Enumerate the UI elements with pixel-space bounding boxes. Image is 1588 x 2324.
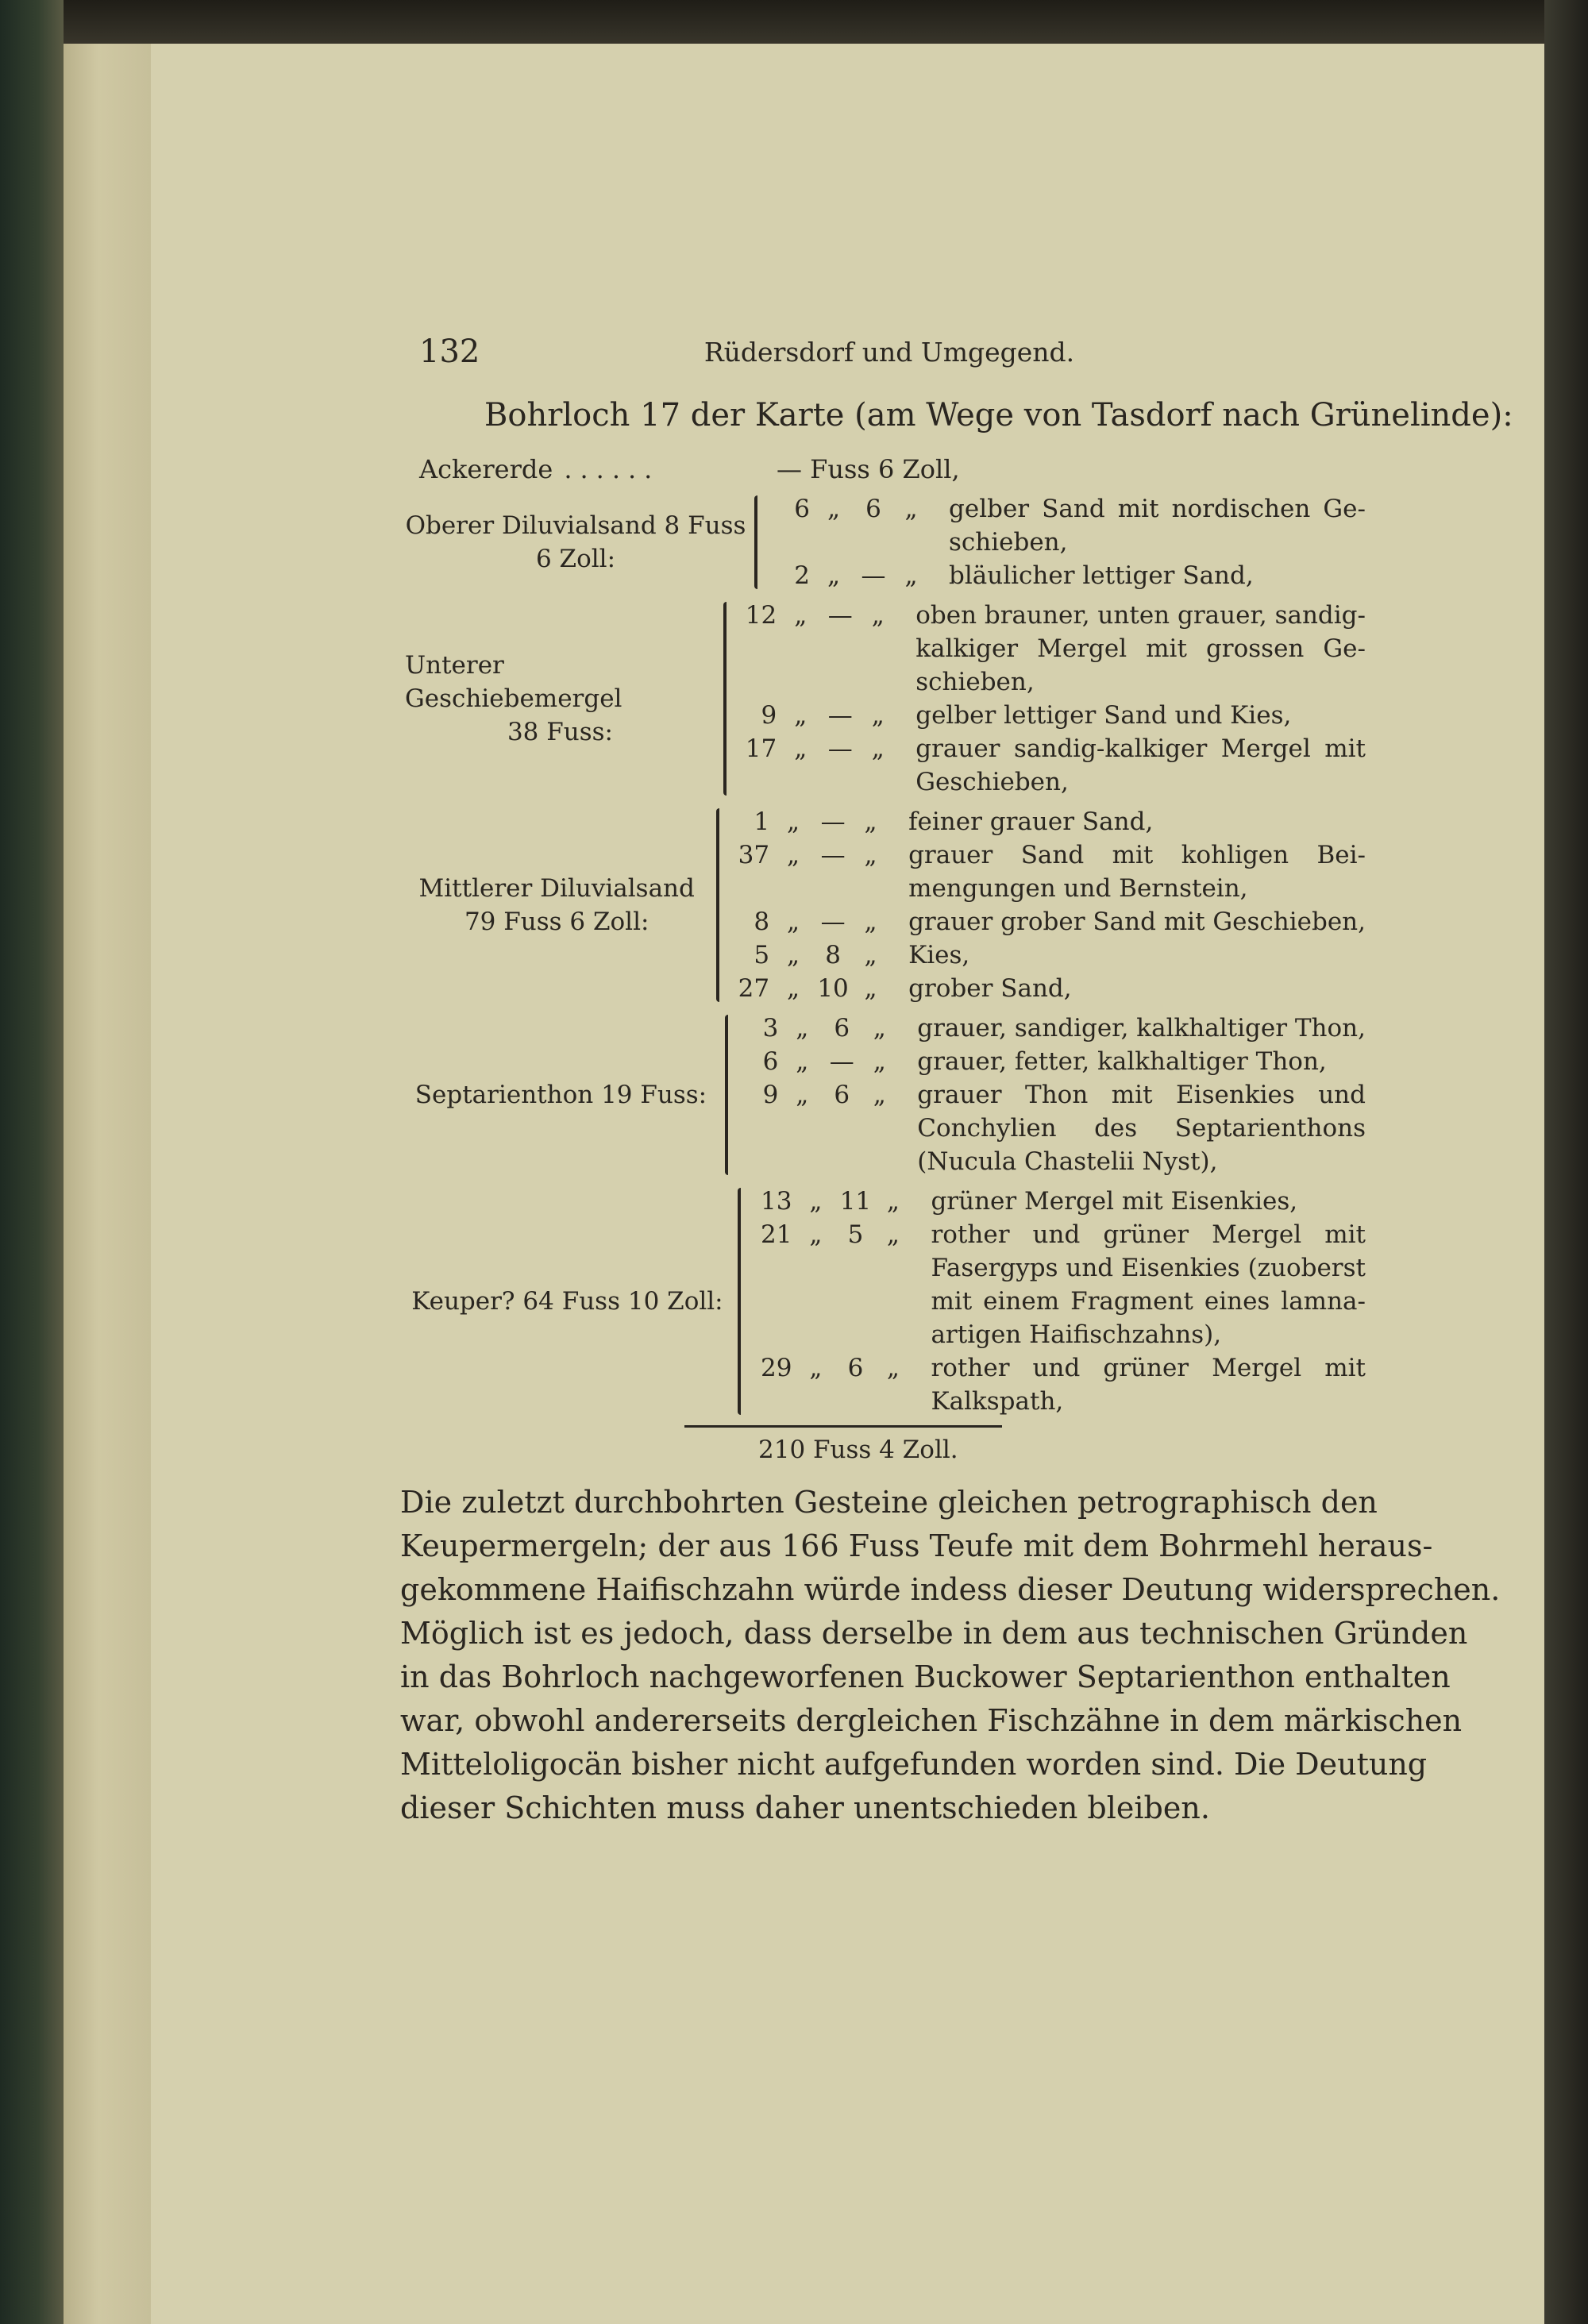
ditto-mark: „: [871, 701, 885, 730]
layer-group: [405, 1012, 1366, 1178]
ditto-mark: „: [787, 841, 800, 869]
paragraph-line: gekommene Haifischzahn würde indess dieser Deutung widersprechen.: [400, 1572, 1501, 1607]
group-label-line: 6 Zoll:: [535, 545, 616, 573]
ditto-mark: „: [787, 807, 800, 836]
thickness-fuss: 5: [754, 941, 770, 969]
layer-description: [908, 805, 1366, 838]
ditto-mark: „: [796, 1014, 809, 1043]
layer-description: [931, 1218, 1366, 1351]
group-label-line: 38 Fuss:: [507, 718, 613, 746]
thickness-zoll: 5: [847, 1220, 864, 1249]
ditto-mark: „: [787, 974, 800, 1003]
layer-description: [917, 1045, 1366, 1078]
thickness-fuss: 8: [754, 908, 770, 936]
description-line: artigen Haifischzahns),: [931, 1320, 1222, 1349]
thickness-fuss: 3: [762, 1014, 779, 1043]
description-line: grober Sand,: [908, 974, 1072, 1003]
layer-entry: [730, 805, 1366, 838]
group-label-line: 79 Fuss 6 Zoll:: [464, 908, 649, 936]
group-label: [405, 599, 715, 799]
thickness-fuss: 37: [738, 841, 770, 869]
thickness-zoll: 10: [817, 974, 849, 1003]
group-entries: [738, 1012, 1366, 1178]
ditto-mark: „: [886, 1354, 900, 1382]
ditto-mark: „: [864, 841, 877, 869]
thickness-zoll: 6: [834, 1014, 850, 1043]
ditto-mark: „: [904, 561, 918, 590]
layer-description: [908, 972, 1366, 1005]
description-line: grauer Sand mit kohligen Bei-: [908, 841, 1366, 869]
brace-icon: [730, 1185, 753, 1418]
thickness-fuss: 6: [794, 495, 810, 523]
ditto-mark: „: [809, 1220, 823, 1249]
page-number: 132: [419, 333, 480, 370]
description-line: schieben,: [915, 668, 1035, 696]
layer-entry: [752, 1185, 1366, 1218]
ditto-mark: „: [787, 908, 800, 936]
description-line: gelber lettiger Sand und Kies,: [915, 701, 1292, 730]
description-line: Conchylien des Septarienthons: [917, 1114, 1366, 1143]
thickness-fuss: 9: [761, 701, 777, 730]
group-label: [405, 1012, 717, 1178]
layer-entry: [738, 1045, 1366, 1078]
layer-description: [908, 905, 1366, 938]
thickness-fuss: 9: [762, 1081, 779, 1109]
thickness-zoll: —: [820, 841, 846, 869]
layer-entry: [752, 1351, 1366, 1418]
layer-description: [915, 699, 1366, 732]
description-line: rother und grüner Mergel mit: [931, 1220, 1366, 1249]
layer-group: [405, 805, 1366, 1005]
layer-description: [917, 1012, 1366, 1045]
paragraph-line: dieser Schichten muss daher unentschieden bleiben.: [400, 1790, 1210, 1825]
brace-icon: [717, 1012, 738, 1178]
ditto-mark: „: [794, 734, 807, 763]
layer-entry: [730, 938, 1366, 972]
layer-entry: [770, 492, 1366, 559]
brace-icon: [746, 492, 770, 592]
leader-dots: ......: [564, 454, 661, 484]
brace-icon: [708, 805, 730, 1005]
group-entries: [737, 599, 1366, 799]
group-label: [405, 1185, 730, 1418]
thickness-zoll: —: [829, 1047, 854, 1076]
ditto-mark: „: [864, 941, 877, 969]
thickness-fuss: 29: [760, 1354, 792, 1382]
layer-description: [915, 732, 1366, 799]
layer-description: [908, 838, 1366, 905]
paragraph-line: Keupermergeln; der aus 166 Fuss Teufe mit dem Bohrmehl heraus-: [400, 1528, 1433, 1563]
description-line: Kies,: [908, 941, 970, 969]
ackererde-label: Ackererde: [419, 454, 553, 484]
description-line: mengungen und Bernstein,: [908, 874, 1248, 903]
body-paragraph: [400, 1481, 1501, 1830]
thickness-zoll: —: [827, 601, 853, 630]
ackererde-value: — Fuss 6 Zoll,: [777, 454, 960, 484]
description-line: rother und grüner Mergel mit: [931, 1354, 1366, 1382]
thickness-fuss: 2: [794, 561, 810, 590]
layer-entry: [737, 599, 1366, 699]
thickness-fuss: 17: [745, 734, 777, 763]
thickness-fuss: 6: [762, 1047, 779, 1076]
thickness-zoll: —: [861, 561, 886, 590]
section-title: Bohrloch 17 der Karte (am Wege von Tasdorf nach Grünelinde):: [484, 397, 1513, 434]
ditto-mark: „: [864, 974, 877, 1003]
description-line: grauer, sandiger, kalkhaltiger Thon,: [917, 1014, 1366, 1043]
ditto-mark: „: [871, 734, 885, 763]
ditto-mark: „: [873, 1047, 886, 1076]
ackererde-row: [419, 454, 960, 484]
description-line: grüner Mergel mit Eisenkies,: [931, 1187, 1298, 1216]
layer-group: [405, 599, 1366, 799]
thickness-zoll: —: [820, 807, 846, 836]
layer-entry: [730, 905, 1366, 938]
thickness-zoll: 6: [865, 495, 881, 523]
paragraph-line: Mitteloligocän bisher nicht aufgefunden worden sind. Die Deutung: [400, 1747, 1428, 1782]
thickness-fuss: 21: [760, 1220, 792, 1249]
layer-description: [931, 1351, 1366, 1418]
paragraph-line: in das Bohrloch nachgeworfenen Buckower Septarienthon enthalten: [400, 1659, 1451, 1694]
ditto-mark: „: [873, 1081, 886, 1109]
ditto-mark: „: [827, 495, 841, 523]
thickness-zoll: 6: [834, 1081, 850, 1109]
ditto-mark: „: [827, 561, 841, 590]
description-line: (Nucula Chastelii Nyst),: [917, 1147, 1218, 1176]
description-line: Fasergyps und Eisenkies (zuoberst: [931, 1254, 1366, 1282]
layer-description: [917, 1078, 1366, 1178]
layer-description: [931, 1185, 1366, 1218]
description-line: grauer, fetter, kalkhaltiger Thon,: [917, 1047, 1327, 1076]
layer-description: [949, 559, 1366, 592]
thickness-fuss: 13: [760, 1187, 792, 1216]
layer-entry: [738, 1078, 1366, 1178]
description-line: bläulicher lettiger Sand,: [949, 561, 1254, 590]
layer-entry: [737, 699, 1366, 732]
ditto-mark: „: [787, 941, 800, 969]
description-line: gelber Sand mit nordischen Ge-: [949, 495, 1366, 523]
page-stack-edge: [64, 44, 151, 2324]
description-line: mit einem Fragment eines lamna-: [931, 1287, 1366, 1316]
layer-entry: [770, 559, 1366, 592]
ditto-mark: „: [796, 1047, 809, 1076]
layer-description: [908, 938, 1366, 972]
layer-description: [915, 599, 1366, 699]
thickness-fuss: 1: [754, 807, 770, 836]
group-entries: [752, 1185, 1366, 1418]
group-label-line: Mittlerer Diluvialsand: [418, 874, 695, 903]
ditto-mark: „: [794, 701, 807, 730]
group-entries: [770, 492, 1366, 592]
thickness-fuss: 12: [745, 601, 777, 630]
thickness-zoll: 8: [825, 941, 841, 969]
description-line: grauer Thon mit Eisenkies und: [917, 1081, 1366, 1109]
thickness-zoll: —: [827, 701, 853, 730]
scan-top-edge: [0, 0, 1588, 48]
thickness-zoll: —: [827, 734, 853, 763]
group-label-line: Oberer Diluvialsand 8 Fuss: [405, 511, 746, 540]
thickness-zoll: 11: [839, 1187, 872, 1216]
ditto-mark: „: [864, 908, 877, 936]
ditto-mark: „: [794, 601, 807, 630]
ditto-mark: „: [886, 1220, 900, 1249]
thickness-zoll: —: [820, 908, 846, 936]
description-line: grauer sandig-kalkiger Mergel mit: [915, 734, 1366, 763]
borehole-layer-table: [405, 492, 1366, 1424]
ditto-mark: „: [809, 1354, 823, 1382]
total-depth: 210 Fuss 4 Zoll.: [758, 1436, 958, 1464]
layer-entry: [737, 732, 1366, 799]
paragraph-line: Möglich ist es jedoch, dass derselbe in dem aus technischen Gründen: [400, 1616, 1468, 1651]
layer-entry: [730, 838, 1366, 905]
group-label: [405, 492, 746, 592]
description-line: grauer grober Sand mit Geschieben,: [908, 908, 1366, 936]
paragraph-line: Die zuletzt durchbohrten Gesteine gleichen petrographisch den: [400, 1485, 1378, 1520]
description-line: schieben,: [949, 528, 1068, 557]
running-title: Rüdersdorf und Umgegend.: [703, 337, 1075, 368]
paragraph-line: war, obwohl andererseits dergleichen Fischzähne in dem märkischen: [400, 1703, 1463, 1738]
brace-icon: [715, 599, 737, 799]
thickness-fuss: 27: [738, 974, 770, 1003]
description-line: Kalkspath,: [931, 1387, 1064, 1416]
ditto-mark: „: [796, 1081, 809, 1109]
description-line: Geschieben,: [915, 768, 1069, 796]
layer-entry: [752, 1218, 1366, 1351]
group-entries: [730, 805, 1366, 1005]
layer-description: [949, 492, 1366, 559]
layer-group: [405, 1185, 1366, 1418]
ditto-mark: „: [864, 807, 877, 836]
description-line: oben brauner, unten grauer, sandig-: [915, 601, 1366, 630]
ditto-mark: „: [873, 1014, 886, 1043]
group-label: [405, 805, 708, 1005]
thickness-zoll: 6: [847, 1354, 864, 1382]
group-label-line: Unterer Geschiebemergel: [405, 651, 622, 713]
layer-entry: [738, 1012, 1366, 1045]
layer-group: [405, 492, 1366, 592]
group-label-line: Septarienthon 19 Fuss:: [414, 1081, 707, 1109]
ditto-mark: „: [904, 495, 918, 523]
description-line: kalkiger Mergel mit grossen Ge-: [915, 634, 1366, 663]
group-label-line: Keuper? 64 Fuss 10 Zoll:: [411, 1287, 723, 1316]
ditto-mark: „: [809, 1187, 823, 1216]
layer-entry: [730, 972, 1366, 1005]
description-line: feiner grauer Sand,: [908, 807, 1154, 836]
sum-rule: [684, 1425, 1002, 1428]
ditto-mark: „: [886, 1187, 900, 1216]
ditto-mark: „: [871, 601, 885, 630]
